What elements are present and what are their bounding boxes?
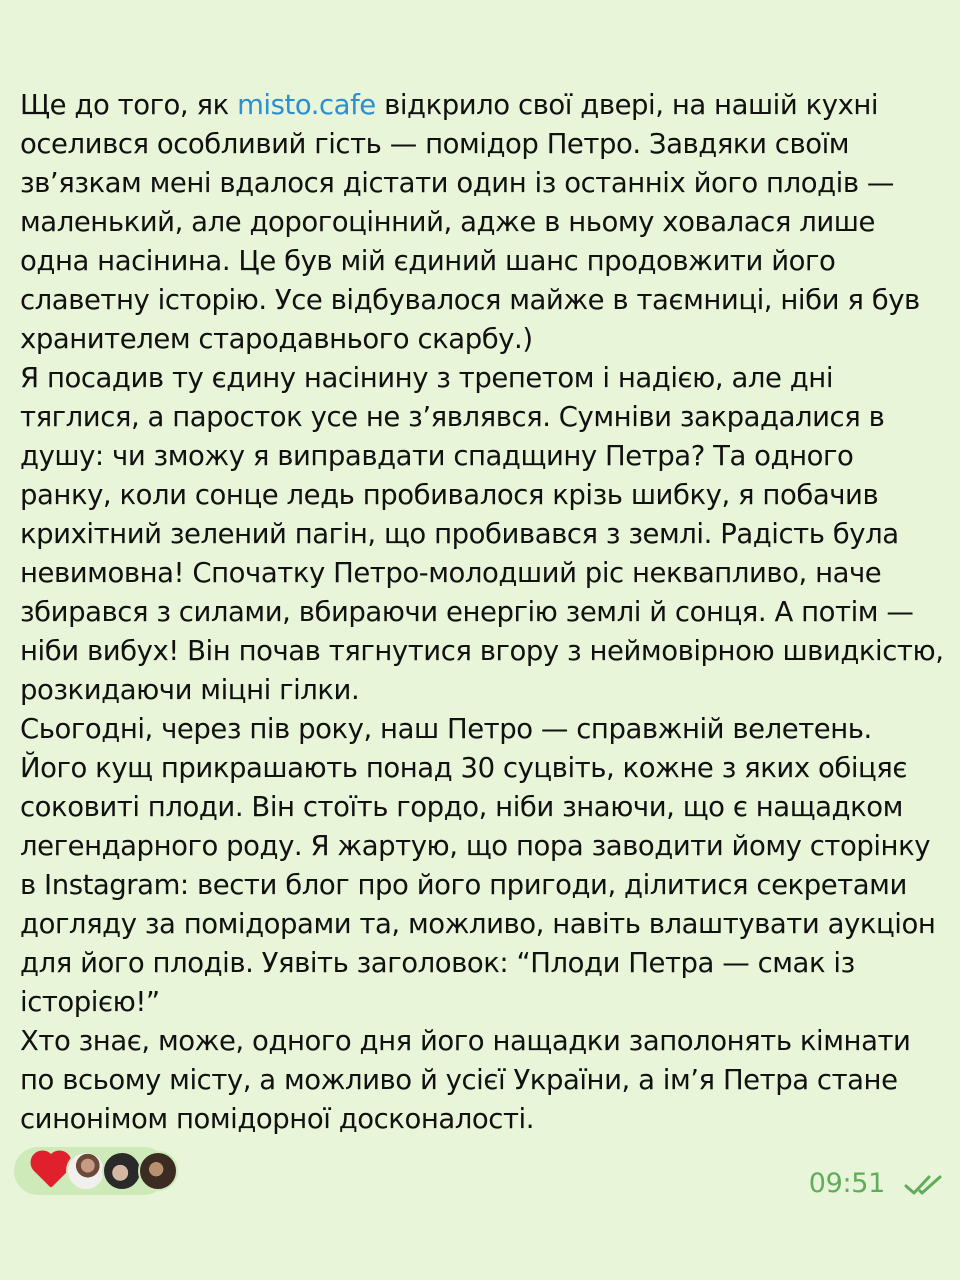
misto-cafe-link[interactable]: misto.cafe: [237, 89, 376, 121]
avatar: [102, 1151, 142, 1191]
message-paragraph-2: Я посадив ту єдину насінину з трепетом і надією, але дні тяглися, а паросток усе не з’являвся. Сумніви закрадалися в душу: чи зможу я виправдати спадщину Петра? Та одного ранку, коли сонце ледь пробивалося крізь шибку, я побачив крихітний зелений пагін, що пробивався з землі. Радість була невимовна! Спочатку Петро-молодший ріс неквапливо, наче збирався з силами, вбираючи енергію землі й сонця. А потім — ніби вибух! Він почав тягнутися вгору з неймовірною швидкістю, розкидаючи міцні гілки.: [20, 362, 944, 706]
double-check-icon: [904, 1172, 944, 1196]
message-time: 09:51: [808, 1168, 885, 1199]
paragraph-text: відкрило свої двері, на нашій кухні оселився особливий гість — помідор Петро. Завдяки своїм зв’язкам мені вдалося дістати один із останніх його плодів — маленький, але дорогоцінний, адже в ньому ховалася лише одна насінина. Це був мій єдиний шанс продовжити його славетну історію. Усе відбувалося майже в таємниці, ніби я був хранителем стародавнього скарбу.): [20, 89, 920, 355]
heart-icon: [34, 1154, 68, 1188]
message-text: [20, 86, 945, 1139]
avatar: [66, 1151, 106, 1191]
message-paragraph-4: Хто знає, може, одного дня його нащадки заполонять кімнати по всьому місту, а можливо й усієї України, а ім’я Петра стане синонімом помідорної досконалості.: [20, 1025, 911, 1135]
message-paragraph-3: Сьогодні, через пів року, наш Петро — справжній велетень. Його кущ прикрашають понад 30 суцвіть, кожне з яких обіцяє соковиті плоди. Він стоїть гордо, ніби знаючи, що є нащадком легендарного роду. Я жартую, що пора заводити йому сторінку в Instagram: вести блог про його пригоди, ділитися секретами догляду за помідорами та, можливо, навіть влаштувати аукціон для його плодів. Уявіть заголовок: “Плоди Петра — смак із історією!”: [20, 713, 936, 1018]
paragraph-text: Ще до того, як: [20, 89, 238, 121]
message-paragraph-1: [20, 86, 945, 359]
reaction-pill[interactable]: [14, 1147, 168, 1195]
avatar: [138, 1151, 178, 1191]
